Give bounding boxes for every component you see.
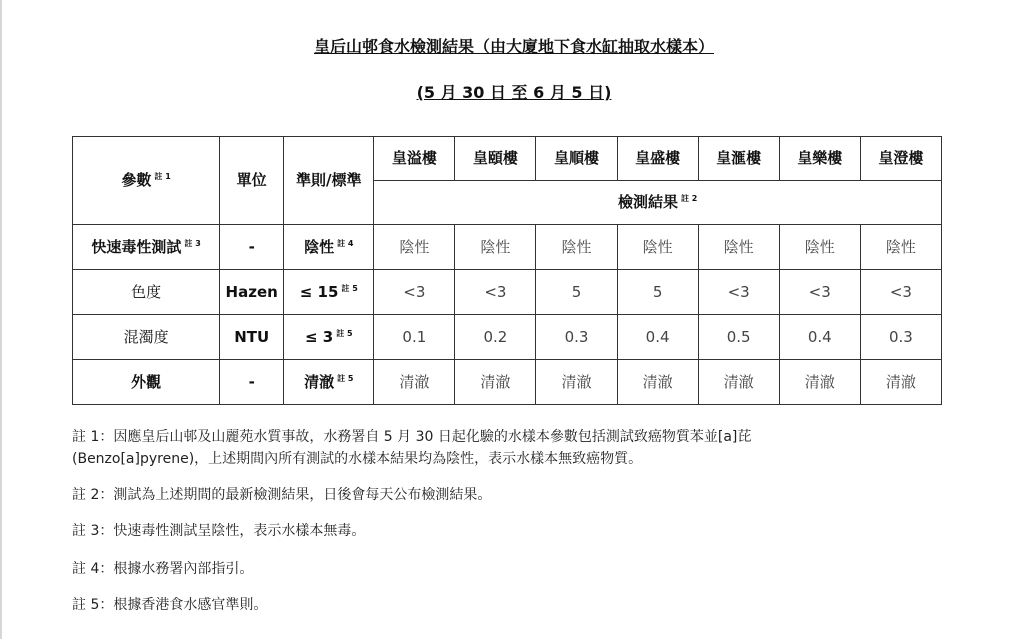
header-building: 皇溢樓 bbox=[374, 137, 455, 181]
table-cell: 清澈 bbox=[698, 360, 779, 405]
row-param bbox=[73, 270, 220, 315]
table-cell: <3 bbox=[860, 270, 941, 315]
table-row bbox=[73, 225, 942, 270]
table-cell: <3 bbox=[374, 270, 455, 315]
header-unit: 單位 bbox=[220, 137, 284, 225]
results-table bbox=[72, 136, 942, 405]
row-standard-label: 陰性 bbox=[304, 237, 335, 256]
row-standard bbox=[284, 225, 374, 270]
header-building: 皇順樓 bbox=[536, 137, 617, 181]
table-cell: 0.3 bbox=[536, 315, 617, 360]
table-row bbox=[73, 315, 942, 360]
table-header-row bbox=[73, 137, 942, 181]
table-cell: <3 bbox=[779, 270, 860, 315]
header-results-label: 檢測結果 bbox=[617, 193, 678, 212]
table-cell: 陰性 bbox=[455, 225, 536, 270]
row-param bbox=[73, 360, 220, 405]
table-cell: <3 bbox=[698, 270, 779, 315]
header-building: 皇盛樓 bbox=[617, 137, 698, 181]
footnote-3: 註 3：快速毒性測試呈陰性，表示水樣本無毒。 bbox=[72, 523, 366, 539]
row-standard-note: 註 5 bbox=[337, 373, 354, 383]
table-cell: 陰性 bbox=[698, 225, 779, 270]
table-cell: 陰性 bbox=[860, 225, 941, 270]
document-title: 皇后山邨食水檢測結果（由大廈地下食水缸抽取水樣本） bbox=[313, 37, 714, 56]
table-cell: 0.4 bbox=[779, 315, 860, 360]
header-param-note: 註 1 bbox=[154, 172, 171, 182]
row-standard bbox=[284, 270, 374, 315]
header-building: 皇樂樓 bbox=[779, 137, 860, 181]
footnote-5: 註 5：根據香港食水感官準則。 bbox=[72, 597, 268, 613]
table-cell: 5 bbox=[617, 270, 698, 315]
row-unit: - bbox=[220, 225, 284, 270]
row-standard-note: 註 5 bbox=[336, 328, 353, 338]
table-cell: 陰性 bbox=[536, 225, 617, 270]
table-cell: <3 bbox=[455, 270, 536, 315]
table-cell: 陰性 bbox=[374, 225, 455, 270]
table-cell: 0.4 bbox=[617, 315, 698, 360]
table-cell: 清澈 bbox=[779, 360, 860, 405]
table-cell: 清澈 bbox=[617, 360, 698, 405]
table-cell: 0.1 bbox=[374, 315, 455, 360]
footnote-1: 註 1：因應皇后山邨及山麗苑水質事故，水務署自 5 月 30 日起化驗的水樣本參數包括測試致癌物質苯並[a]芘 bbox=[72, 429, 752, 445]
table-cell: 清澈 bbox=[374, 360, 455, 405]
table-cell: 陰性 bbox=[779, 225, 860, 270]
row-param-note: 註 3 bbox=[184, 238, 201, 248]
table-cell: 0.2 bbox=[455, 315, 536, 360]
row-param bbox=[73, 315, 220, 360]
row-param-label: 混濁度 bbox=[123, 327, 169, 346]
table-cell: 0.5 bbox=[698, 315, 779, 360]
header-building: 皇頤樓 bbox=[455, 137, 536, 181]
row-unit: - bbox=[220, 360, 284, 405]
row-param bbox=[73, 225, 220, 270]
header-building: 皇滙樓 bbox=[698, 137, 779, 181]
header-standard: 準則/標準 bbox=[284, 137, 374, 225]
row-standard-label: 清澈 bbox=[304, 372, 335, 391]
table-row bbox=[73, 360, 942, 405]
row-unit: Hazen bbox=[220, 270, 284, 315]
table-cell: 0.3 bbox=[860, 315, 941, 360]
row-param-label: 快速毒性測試 bbox=[91, 237, 182, 256]
table-cell: 陰性 bbox=[617, 225, 698, 270]
header-param-label: 參數 bbox=[121, 171, 152, 190]
row-standard bbox=[284, 315, 374, 360]
footnote-2: 註 2：測試為上述期間的最新檢測結果，日後會每天公布檢測結果。 bbox=[72, 487, 492, 503]
row-standard-label: ≤ 15 bbox=[299, 282, 339, 301]
row-standard-note: 註 5 bbox=[341, 283, 358, 293]
table-cell: 清澈 bbox=[455, 360, 536, 405]
row-standard bbox=[284, 360, 374, 405]
header-building: 皇澄樓 bbox=[860, 137, 941, 181]
row-param-label: 色度 bbox=[131, 282, 162, 301]
table-cell: 清澈 bbox=[860, 360, 941, 405]
footnote-4: 註 4：根據水務署內部指引。 bbox=[72, 561, 254, 577]
row-standard-note: 註 4 bbox=[337, 238, 354, 248]
row-standard-label: ≤ 3 bbox=[304, 327, 334, 346]
table-row bbox=[73, 270, 942, 315]
document-period: (5 月 30 日 至 6 月 5 日) bbox=[416, 83, 612, 102]
table-cell: 5 bbox=[536, 270, 617, 315]
row-unit: NTU bbox=[220, 315, 284, 360]
header-param bbox=[73, 137, 220, 225]
row-param-label: 外觀 bbox=[131, 372, 162, 391]
footnote-1-continued: (Benzo[a]pyrene)，上述期間內所有測試的水樣本結果均為陰性，表示水樣本無致癌物質。 bbox=[72, 451, 643, 467]
header-results-note: 註 2 bbox=[680, 194, 698, 204]
header-results bbox=[374, 181, 942, 225]
table-cell: 清澈 bbox=[536, 360, 617, 405]
